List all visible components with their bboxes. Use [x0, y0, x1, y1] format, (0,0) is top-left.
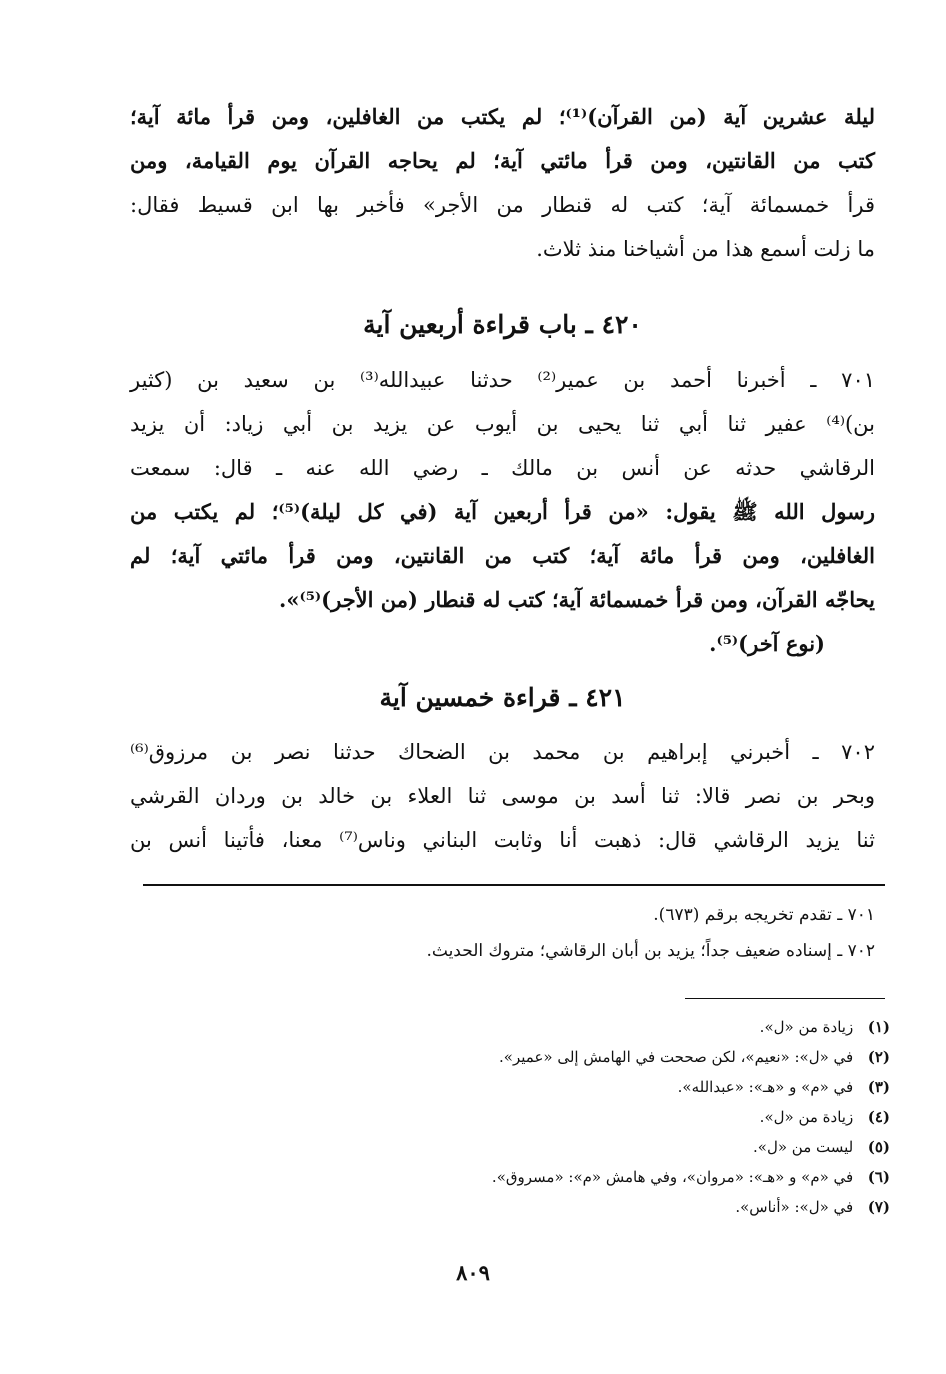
- hadith-701-line-2: بن)⁽⁴⁾ عفير ثنا أبي ثنا يحيى بن أيوب عن يزيد بن أبي زياد: أن يزيد: [130, 412, 875, 436]
- footnote-number: (٥): [867, 1138, 890, 1156]
- hadith-702-line-1: ٧٠٢ ـ أخبرني إبراهيم بن محمد بن الضحاك حدثنا نصر بن مرزوق⁽⁶⁾: [130, 740, 875, 764]
- hadith-701-line-6: يحاجّه القرآن، ومن قرأ خمسمائة آية؛ كتب له قنطار (من الأجر)⁽⁵⁾».: [279, 587, 875, 612]
- hadith-701-line-4: رسول الله ﷺ يقول: «من قرأ أربعين آية (في كل ليلة)⁽⁵⁾؛ لم يكتب من: [130, 499, 876, 524]
- intro-line-4: ما زلت أسمع هذا من أشياخنا منذ ثلاث.: [536, 237, 875, 261]
- footnote-1: [300, 1012, 890, 1042]
- footnote-number: (٧): [867, 1198, 890, 1216]
- footnote-number: (٣): [867, 1078, 890, 1096]
- hadith-701-line-7: (نوع آخر)⁽⁵⁾.: [709, 631, 825, 656]
- footnote-number: (١): [867, 1018, 890, 1036]
- hadith-702-line-2: وبحر بن نصر قالا: ثنا أسد بن موسى ثنا العلاء بن خالد بن وردان القرشي: [130, 784, 875, 808]
- hadith-701-line-3: الرقاشي حدثه عن أنس بن مالك ـ رضي الله عنه ـ قال: سمعت: [130, 456, 875, 480]
- footnote-text: في «ل»: «أناس».: [735, 1198, 854, 1216]
- page-number: ٨٠٩: [456, 1260, 490, 1285]
- footnote-separator: [685, 998, 885, 999]
- footnote-7: [300, 1192, 890, 1222]
- footnote-text: في «ل»: «نعيم»، لكن صححت في الهامش إلى «عمير».: [499, 1048, 854, 1066]
- footnote-text: زيادة من «ل».: [759, 1108, 854, 1126]
- footnote-text: زيادة من «ل».: [759, 1018, 854, 1036]
- hadith-702-line-3: ثنا يزيد الرقاشي قال: ذهبت أنا وثابت البناني وناس⁽⁷⁾ معنا، فأتينا أنس بن: [130, 828, 875, 852]
- footnote-text: في «م» و «هـ»: «عبدالله».: [677, 1078, 854, 1096]
- footnote-text: ليست من «ل».: [753, 1138, 854, 1156]
- footnote-number: (٢): [867, 1048, 890, 1066]
- hadith-701-line-5: الغافلين، ومن قرأ مائة آية؛ كتب من القانتين، ومن قرأ مائتي آية؛ لم: [130, 543, 875, 568]
- section-420-title: ٤٢٠ ـ باب قراءة أربعين آية: [363, 310, 642, 339]
- footnote-number: (٤): [867, 1108, 890, 1126]
- section-421-title: ٤٢١ ـ قراءة خمسين آية: [379, 683, 626, 712]
- footnote-number: (٦): [867, 1168, 890, 1186]
- hadith-701-line-1: ٧٠١ ـ أخبرنا أحمد بن عمير⁽²⁾ حدثنا عبيدالله⁽³⁾ بن سعيد بن (كثير: [130, 368, 876, 392]
- footnote-text: في «م» و «هـ»: «مروان»، وفي هامش «م»: «مسروق».: [491, 1168, 854, 1186]
- takhrij-note-701: ٧٠١ ـ تقدم تخريجه برقم (٦٧٣).: [653, 905, 875, 925]
- footnote-4: [300, 1102, 890, 1132]
- intro-line-3: قرأ خمسمائة آية؛ كتب له قنطار من الأجر» فأخبر بها ابن قسيط فقال:: [130, 193, 875, 217]
- takhrij-note-702: ٧٠٢ ـ إسناده ضعيف جداً؛ يزيد بن أبان الرقاشي؛ متروك الحديث.: [426, 941, 875, 961]
- takhrij-separator: [143, 884, 885, 886]
- footnote-6: [300, 1162, 890, 1192]
- footnote-2: [300, 1042, 890, 1072]
- footnote-5: [300, 1132, 890, 1162]
- intro-line-2: كتب من القانتين، ومن قرأ مائتي آية؛ لم يحاجه القرآن يوم القيامة، ومن: [130, 148, 875, 173]
- intro-line-1: ليلة عشرين آية (من القرآن)⁽¹⁾؛ لم يكتب من الغافلين، ومن قرأ مائة آية؛: [130, 104, 876, 129]
- footnote-3: [300, 1072, 890, 1102]
